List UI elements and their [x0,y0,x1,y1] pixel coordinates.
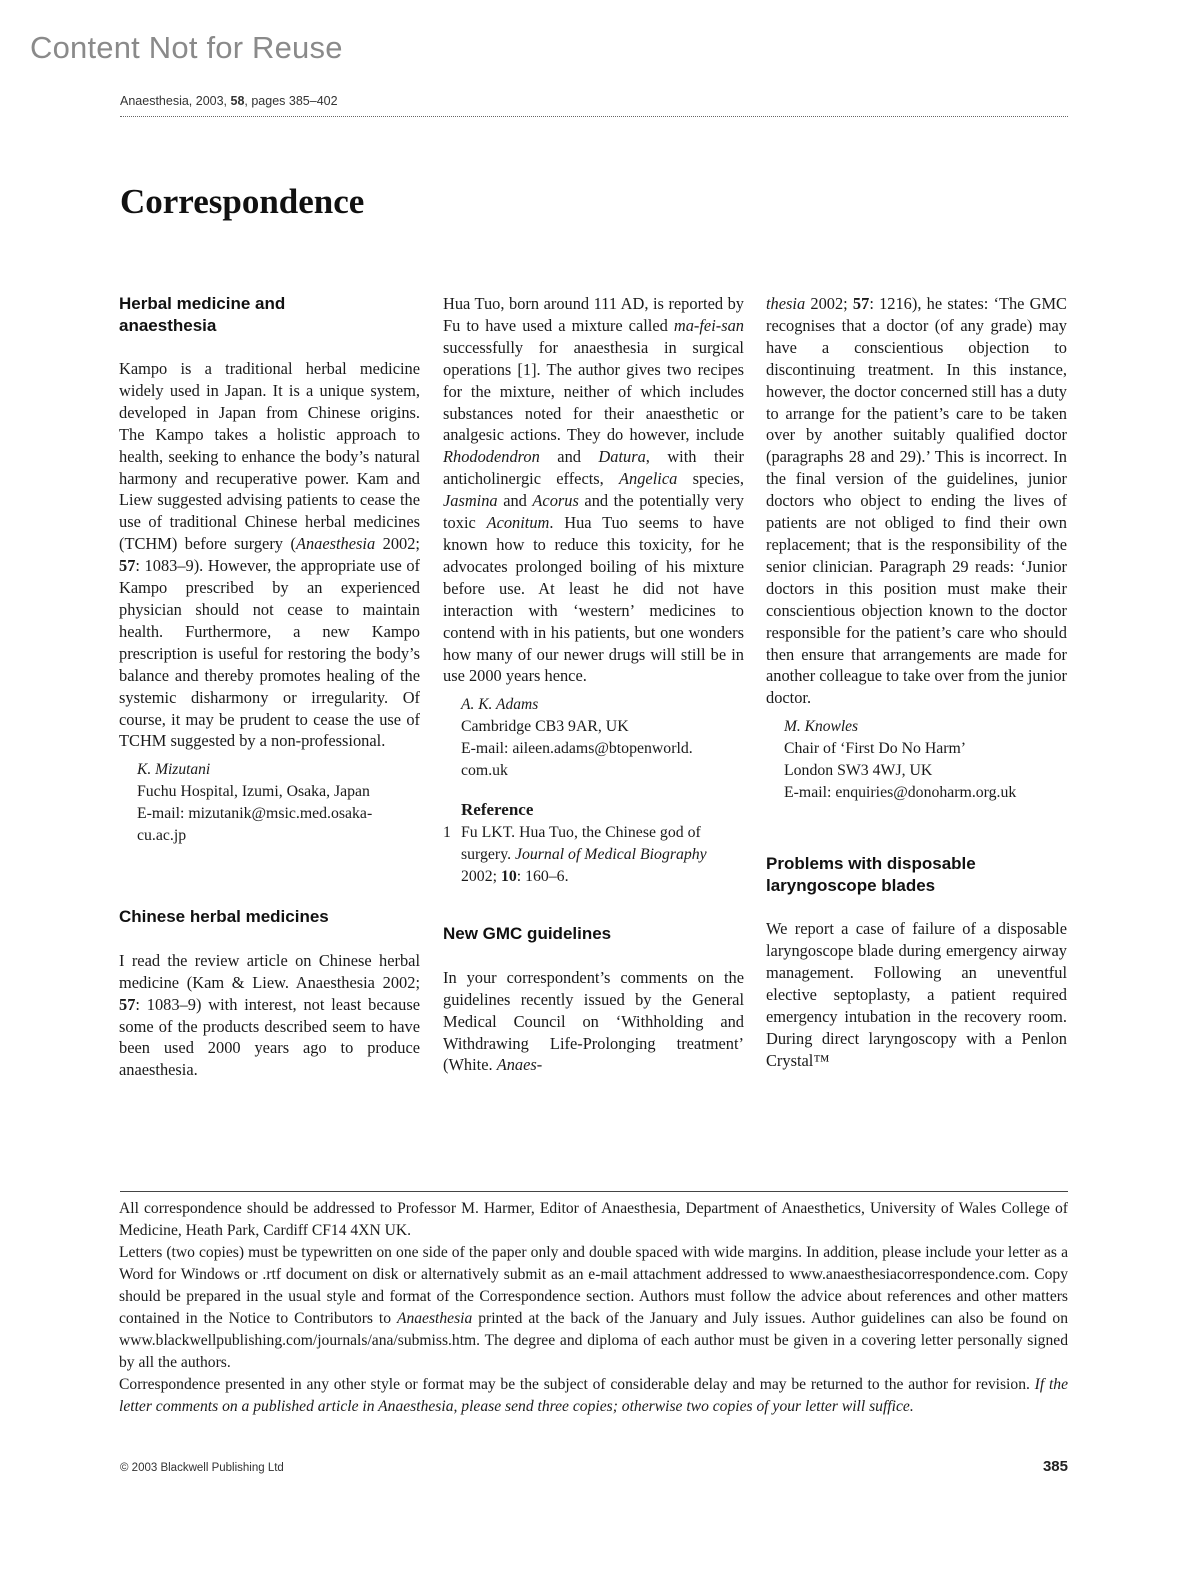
letter3-email: E-mail: enquiries@donoharm.org.uk [784,784,1017,802]
column-1 [119,293,420,1081]
copyright: © 2003 Blackwell Publishing Ltd [120,1462,284,1474]
letter2-email-line2: com.uk [461,762,508,780]
letter3-body-journal: Anaes- [496,1055,543,1075]
letter2-cont-h: . Hua Tuo seems to have known how to reduce this toxicity, for he advocates prolonged boiling of his mixture before use. At least he did not have interaction with ‘western’ medicines to contend with in his patients, but one wonders how many of our newer drugs will still be in use 2000 years hence. [443,513,744,686]
letter2-author: A. K. Adams [461,696,539,714]
letter2-cont-a: Hua Tuo, born around 111 AD, is reported by Fu to have used a mixture called [443,294,744,335]
letter1-body-c: : 1083–9). However, the appropriate use of Kampo prescribed by an experienced physician should not cease to maintain health. Furthermore, a new Kampo prescription is useful for restoring the body’s balance and thereby promotes healing of the systemic disharmony or irregularity. Of course, it may be prudent to cease the use of TCHM suggested by a non-professional. [119,556,420,751]
letter1-title-line2: anaesthesia [119,315,217,335]
letter2-body-continued [443,293,744,687]
header-rule [120,116,1068,117]
letter2-cont-f: and [497,491,533,511]
reference-journal: Journal of Medical Biography [514,846,707,864]
letter1-title-line1: Herbal medicine and [119,294,286,313]
letter3-cont-a: 2002; [805,294,853,313]
letter3-affiliation2: London SW3 4WJ, UK [784,762,933,780]
running-head-journal: Anaesthesia, 2003, [120,94,231,108]
page-number: 385 [1042,1458,1068,1475]
running-head [120,94,338,108]
letter1-email-line2: cu.ac.jp [137,827,187,845]
letter2-cont-mafeisan: ma-fei-san [673,315,744,335]
letter3-title: New GMC guidelines [443,924,612,944]
letter2-cont-acorus: Acorus [532,491,579,511]
letter2-body-a: I read the review article on Chinese herbal medicine (Kam & Liew. Anaesthesia 2002; [119,950,420,992]
letter1-author: K. Mizutani [137,761,211,779]
footnote-p2-a: Letters (two copies) must be typewritten on one side of the paper only and double spaced with wide margins. In addition, please include your letter as a Word for Windows or .rtf document on disk or alternatively submit as an e-mail attachment addressed to www.anaesthesiacorrespondence.com. Copy should be prepared in the usual style and format of the Correspondence section. Authors must follow the advice about references and other matters contained in the Notice to Contributors to [119,1244,1068,1327]
letter4-body: We report a case of failure of a disposable laryngoscope blade during emergency airway management. Following an uneventful elective septoplasty, a patient required emergency intubation in the recovery room. During direct laryngoscopy with a Penlon Crystal™ [766,919,1067,1070]
reference-a: Fu LKT. Hua Tuo, the Chinese god of surgery. [461,824,701,864]
letter2-cont-g: and the potentially very toxic [443,491,744,533]
footnote [119,1198,1068,1418]
letter1-body [119,358,420,752]
letter1-affiliation: Fuchu Hospital, Izumi, Osaka, Japan [137,783,370,801]
letter2-cont-aconitum: Aconitum [486,513,550,533]
reference-b: 2002; [461,868,501,886]
reference-item [443,822,744,888]
reference-vol: 10 [500,868,517,886]
letter3-affiliation1: Chair of ‘First Do No Harm’ [784,740,967,758]
letter1-body-b: 2002; [375,534,420,554]
watermark: Content Not for Reuse [30,30,343,65]
letter1-signature [119,759,420,847]
letter3-signature [766,716,1067,804]
letter2-cont-e: species, [677,469,744,489]
reference-number: 1 [443,824,451,842]
column-2 [443,293,744,1076]
footnote-p3-italic: If the letter comments on a published article in Anaesthesia, please send three copies; otherwise two copies of your letter will suffice. [119,1376,1068,1415]
letter1-body-vol: 57 [119,556,136,576]
letter1-title [119,293,420,336]
letter2-signature [443,694,744,782]
section-title: Correspondence [120,182,365,221]
letter2-email-line1: E-mail: aileen.adams@btopenworld. [461,740,693,758]
running-head-volume: 58 [230,94,245,108]
letter2-cont-b: successfully for anaesthesia in surgical operations [1]. The author gives two recipes for the mixture, neither of which includes substances noted for their anaesthetic or analgesic actions. They do however, include [443,337,744,445]
letter1-body-journal: Anaesthesia [295,534,376,554]
reference-heading: Reference [461,800,534,820]
running-head-pages: , pages 385–402 [244,94,338,108]
letter2-cont-d: , with their anticholinergic effects, [443,447,744,489]
letter2-cont-angelica: Angelica [619,469,678,489]
letter2-cont-c: and [539,447,599,467]
letter2-title: Chinese herbal medicines [119,907,329,927]
letter1-body-a: Kampo is a traditional herbal medicine widely used in Japan. It is a unique system, developed in Japan from Chinese origins. The Kampo takes a holistic approach to health, seeking to enhance the body’s natural harmony and recuperative power. Kam and Liew suggested advising patients to cease the use of traditional Chinese herbal medicines (TCHM) before surgery ( [119,359,420,554]
letter4-title [766,853,1067,896]
footnote-p3 [119,1374,1068,1418]
reference-c: : 160–6. [516,868,569,886]
letter3-cont-vol: 57 [852,294,870,313]
letter2-affiliation: Cambridge CB3 9AR, UK [461,718,629,736]
footnote-p1: All correspondence should be addressed to Professor M. Harmer, Editor of Anaesthesia, Department of Anaesthetics, University of Wales College of Medicine, Heath Park, Cardiff CF14 4XN UK. [119,1200,1068,1239]
letter3-cont-b: : 1216), he states: ‘The GMC recognises that a doctor (of any grade) may have a conscientious objection to discontinuing treatment. In this instance, however, the doctor concerned still has a duty to arrange for the patient’s care to be taken over by another suitably qualified doctor (paragraphs 28 and 29).’ This is incorrect. In the final version of the guidelines, junior doctors who object to ending the lives of patients are not obliged to find their own replacement; that is the responsibility of the senior clinician. Paragraph 29 reads: ‘Junior doctors in this position must make their conscientious objection known to the doctor responsible for the patient’s care who should then ensure that arrangements are made for another colleague to take over from the junior doctor. [766,294,1067,708]
letter4-title-line1: Problems with disposable [766,854,976,874]
letter3-cont-journal: thesia [766,294,806,313]
letter2-cont-jasmina: Jasmina [443,491,498,511]
letter3-author: M. Knowles [784,718,859,736]
letter2-body-b: : 1083–9) with interest, not least because some of the products described seem to have been used 2000 years ago to produce anaesthesia. [119,994,420,1080]
footnote-p2-journal: Anaesthesia [396,1310,473,1327]
footnote-p2-b: printed at the back of the January and July issues. Author guidelines can also be found on www.blackwellpublishing.com/journals/ana/submiss.htm. The degree and diploma of each author must be given in a covering letter personally signed by all the authors. [119,1310,1068,1371]
letter2-cont-rhododendron: Rhododendron [443,447,540,467]
letter4-title-line2: laryngoscope blades [766,875,936,895]
letter2-body [119,950,420,1081]
letter3-body [443,967,744,1077]
column-3 [766,293,1067,1072]
footnote-p2 [119,1242,1068,1374]
letter3-body-a: In your correspondent’s comments on the guidelines recently issued by the General Medical Council on ‘Withholding and Withdrawing Life-Prolonging treatment’ (White. [443,967,744,1075]
letter2-body-vol: 57 [119,994,136,1014]
letter2-cont-datura: Datura [598,447,646,467]
letter3-body-continued [766,293,1067,709]
letter1-email-line1: E-mail: mizutanik@msic.med.osaka- [137,805,373,823]
footnote-p3-a: Correspondence presented in any other style or format may be the subject of considerable delay and may be returned to the author for revision. [119,1376,1035,1393]
footnote-rule [120,1191,1068,1192]
